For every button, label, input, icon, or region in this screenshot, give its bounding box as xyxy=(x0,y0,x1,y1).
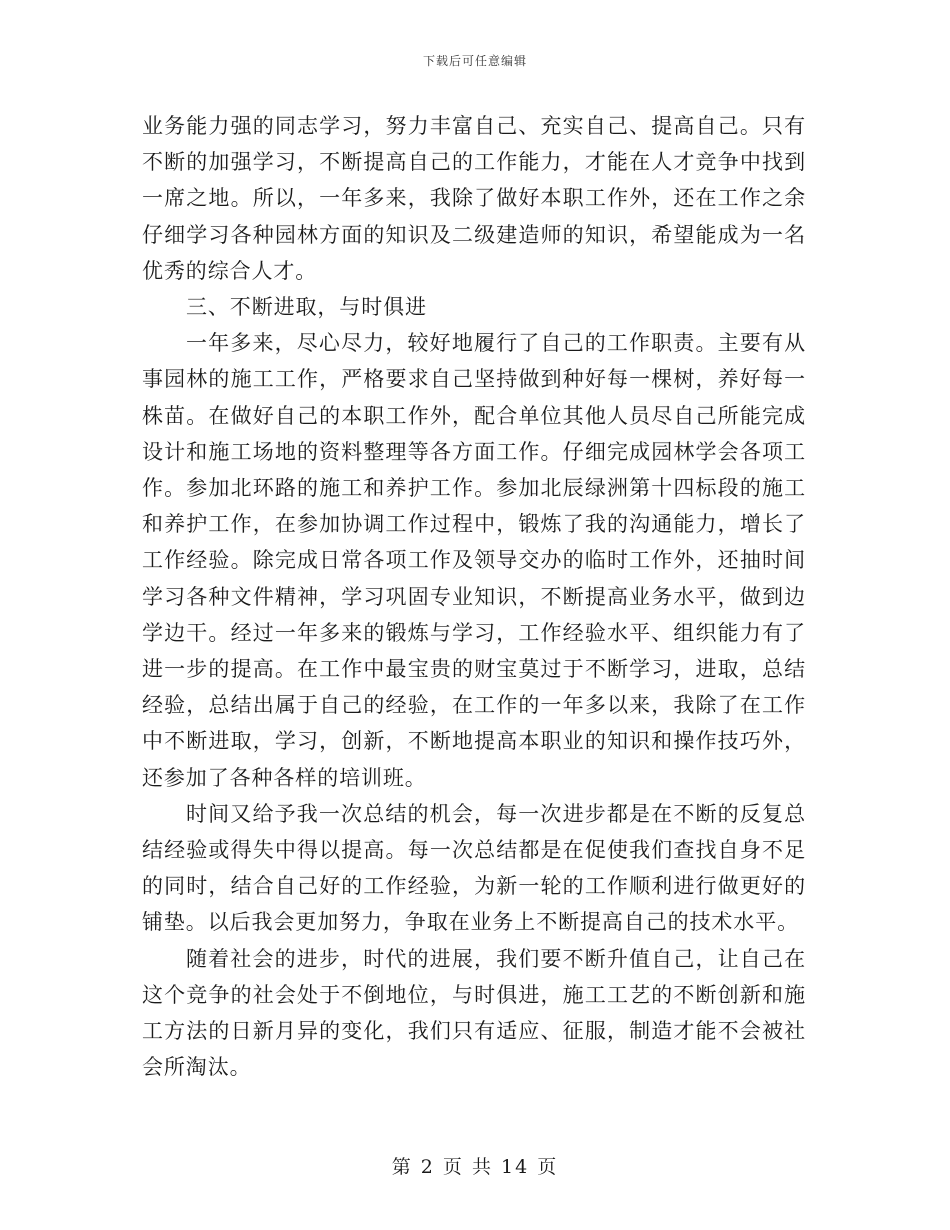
section-heading: 三、不断进取，与时俱进 xyxy=(186,295,427,320)
paragraph-outlook: 随着社会的进步，时代的进展，我们要不断升值自己，让自己在这个竞争的社会处于不倒地位，与时俱进，施工工艺的不断创新和施工方法的日新月异的变化，我们只有适应、征服，制造才能不会被社会所淘汰。 xyxy=(142,946,806,1080)
page-header: 下载后可任意编辑 xyxy=(422,54,527,68)
paragraph-continued: 业务能力强的同志学习，努力丰富自己、充实自己、提高自己。只有不断的加强学习，不断提高自己的工作能力，才能在人才竞争中找到一席之地。所以，一年多来，我除了做好本职工作外，还在工作之余仔细学习各种园林方面的知识及二级建造师的知识，希望能成为一名优秀的综合人才。 xyxy=(142,114,806,283)
paragraph-work-summary: 一年多来，尽心尽力，较好地履行了自己的工作职责。主要有从事园林的施工工作，严格要求自己坚持做到种好每一棵树，养好每一株苗。在做好自己的本职工作外，配合单位其他人员尽自己所能完成设计和施工场地的资料整理等各方面工作。仔细完成园林学会各项工作。参加北环路的施工和养护工作。参加北辰绿洲第十四标段的施工和养护工作，在参加协调工作过程中，锻炼了我的沟通能力，增长了工作经验。除完成日常各项工作及领导交办的临时工作外，还抽时间学习各种文件精神，学习巩固专业知识，不断提高业务水平，做到边学边干。经过一年多来的锻炼与学习，工作经验水平、组织能力有了进一步的提高。在工作中最宝贵的财宝莫过于不断学习，进取，总结经验，总结出属于自己的经验，在工作的一年多以来，我除了在工作中不断进取，学习，创新，不断地提高本职业的知识和操作技巧外，还参加了各种各样的培训班。 xyxy=(142,331,806,790)
page-number-footer: 第 2 页 共 14 页 xyxy=(391,1156,559,1178)
paragraph-reflection: 时间又给予我一次总结的机会，每一次进步都是在不断的反复总结经验或得失中得以提高。每一次总结都是在促使我们查找自身不足的同时，结合自己好的工作经验，为新一轮的工作顺利进行做更好的铺垫。以后我会更加努力，争取在业务上不断提高自己的技术水平。 xyxy=(142,801,806,935)
document-body xyxy=(142,108,806,1085)
